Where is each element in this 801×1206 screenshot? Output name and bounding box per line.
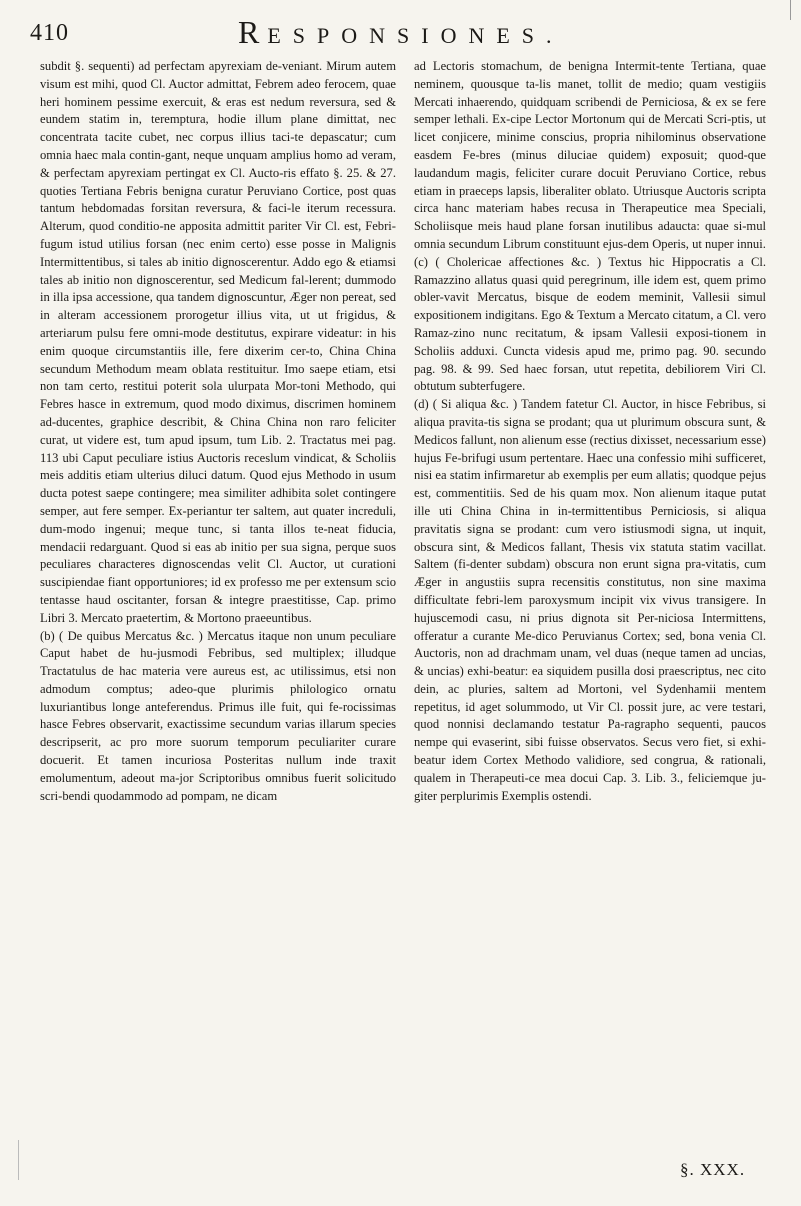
left-paragraph-1: subdit §. sequenti) ad perfectam apyrexiam de-veniant. Mirum autem visum est mihi, quod Cl. Auctor admittat, Febrem adeo ferocem, quae heri hominem pessime exercuit, & eras est nedum reversura, sed & eundem statim in, teremptura, hodie illum plane dimittat, nec concentrata tacite cubet, nec corpus illius taci-te depascatur; cum omnia haec mala contin-gant, neque unquam amplius homo ad veram, & perfectam apyrexiam pertingat ex Cl. Aucto-ris effato §. 25. & 27. quoties Tertiana Febris benigna curatur Peruviano Cortice, post quas tantum hebdomadas forsitan reversura, & faci-le iterum recessura. Alterum, quod conditio-ne apposita admittit pariter Vir Cl. est, Febri-fugum istud utilius forsan (nec enim certo) esse posse in Malignis Intermittentibus, si tales ab initio dignoscerentur. Addo ego & etiamsi tales ab initio non dignoscerentur, sed Medicum fal-lerent; dummodo in illa ipsa accessione, qua tandem dignoscuntur, Æger non pereat, sed in alteram accessionem prorogetur illius vita, ut ut frigidus, & arteriarum pulsu fere omni-mode destitutus, expirare videatur: in his enim quoque circumstantiis ille, fere dixerim cer-to, China China secundum Methodum meam oblata restituitur. Imo saepe etiam, etsi non tam certo, restitui poterit sola ulurpata Mor-toni Methodo, qui Febres hasce in extremum, quod modo diximus, discrimen hominem ad-ducentes, graphice describit, & China China non raro feliciter curat, ut videre est, tum apud ipsum, tum Lib. 2. Tractatus mei pag. 113 ubi Caput peculiare istius Auctoris receslum vindicat, & Scholiis meis additis etiam ulterius diluci datum. Quod ejus Methodo in usum ducta potest saepe contingere; mea similiter adhibita solet contingere semper, aut fere semper. Ex-periantur ter saltem, aut quater increduli, dum-modo ingenui; meque tunc, si tanta illos te-neat fiducia, mendacii redarguant. Quod si eas ab initio per sua signa, perque suos peculiares characteres dignoscendas velit Cl. Auctor, ut curationi suscipiendae fiant opportuniores; id ex professo me per extensum scio tentasse haud oscitanter, forsan & integre praestitisse, Cap. primo Libri 3. Mercato praetertim, & Mortono praeeuntibus. (40, 59, 396, 625)
right-paragraph-2: (c) ( Cholericae affectiones &c. ) Textus hic Hippocratis a Cl. Ramazzino allatus quasi quid peregrinum, ille idem est, quem primo obler-vavit Mercatus, bisque de eodem meminit, Vallesii simul expositionem indigitans. Ego & Textum a Mercato citatum, a Cl. vero Ramaz-zino nunc recitatum, & ipsam Vallesii exposi-tionem in Scholiis adduxi. Cuncta videsis apud me, primo pag. 90. secundo pag. 98. & 99. Sed haec forsan, utut repetita, debiliorem Viri Cl. obtutum subterfugere. (414, 254, 766, 394)
left-paragraph-2: (b) ( De quibus Mercatus &c. ) Mercatus itaque non unum peculiare Caput habet de hu-jusmodi Febribus, sed multiplex; illudque Tractatulus de hac materia vere aureus est, ac utilissimus, etsi non admodum comptus; adeo-que plurimis philologico ornatu luxuriantibus longe anteferendus. Primus ille fuit, qui fe-rocissimas hasce Febres observarit, exactissime secundum varias illarum species descripserit, ac pro more suorum temporum peculiariter curare docuerit. Et tamen incuriosa Posteritas nullum inde traxit emolumentum, adeout ma-jor Scriptoribus omnibus fuerit solicitudo scri-bendi quodammodo ad pompam, ne dicam (40, 628, 396, 803)
page-number: 410 (30, 20, 69, 46)
gutter-line (18, 1140, 19, 1180)
right-paragraph-1: ad Lectoris stomachum, de benigna Intermit-tente Tertiana, quae neminem, quousque ta-lis manet, tollit de medio; quam vestigiis Mercati inhaerendo, quidquam scribendi de Perniciosa, & ex se fere semper lethali. Ex-cipe Lector Mortonum qui de Mercati Scri-ptis, ut licet conjicere, minime conscius, propria nihilominus observatione easdem Fe-bres (minus diluciae quidem) exposuit; quod-que laudandum magis, feliciter curare docuit Peruviano Cortice, rebus etiam in praeceps lapsis, liberaliter oblato. Utriusque Auctoris scripta circa hanc materiam habes recusa in Therapeutice mea Speciali, Scholiisque meis haud plane forsan inutilibus adaucta: quae si-mul omnia secundum Librum constituunt ejus-dem Operis, ut nuper innui. (414, 59, 766, 251)
right-paragraph-3: (d) ( Si aliqua &c. ) Tandem fatetur Cl. Auctor, in hisce Febribus, si aliqua pravita-tis signa se prodant; qua ut plurimum obscura sunt, & Medicos fallunt, non alienum esse (rectius dixisset, necessarium esse) hujus Fe-brifugi usum pertentare. Haec una confessio mihi sufficeret, nisi ea statim infirmaretur ab exemplis per eum allatis; quodque pejus est, commentitiis. Sed de his quam mox. Non alienum itaque putat ille uti China China in in-termittentibus Perniciosis, si aliqua pravitatis signa se prodant: cum vero istiusmodi signa, ut inquit, obscura sint, & Medicos fallant, Thesis vix statuta statim vacillat. Saltem (fi-denter subdam) obscura non erunt signa pra-vitatis, cum Æger in angustiis supra recensitis constitutus, non sine maxima difficultate febri-lem paroxysmum incipit vix vivus transigere. In hujuscemodi casu, ni prius dignota sit Per-niciosa Intermittens, offeratur a curante Me-dico Peruvianus Cortex; sed, bona venia Cl. Auctoris, non ad drachmam unam, vel duas (neque tamen ad uncias, & uncias) exhi-beatur: ea siquidem pusilla dosi praescriptus, nec cito dein, ac pluries, saltem ad Mortoni, vel Sydenhamii mentem repetitus, id aget solummodo, ut Vir Cl. possit jure, ac vere testari, quod nonnisi declamando testatur Pa-ragrapho sequenti, paucos nempe qui evaserint, sibi fuisse observatos. Secus vero fiet, si exhi-beatur idem Cortex Methodo validiore, sed congrua, & rationali, qualem in Therapeuti-ce mea docui Cap. 3. Lib. 3., feliciemque ju-giter perplurimis Exemplis ostendi. (414, 397, 766, 803)
right-column (414, 58, 766, 805)
page-header (0, 14, 801, 54)
running-head-initial: R (238, 14, 260, 50)
left-column (40, 58, 396, 805)
edge-line (790, 0, 791, 20)
running-head-rest: ESPONSIONES. (267, 23, 564, 48)
catchword: §. XXX. (680, 1160, 746, 1179)
running-head (238, 14, 564, 51)
